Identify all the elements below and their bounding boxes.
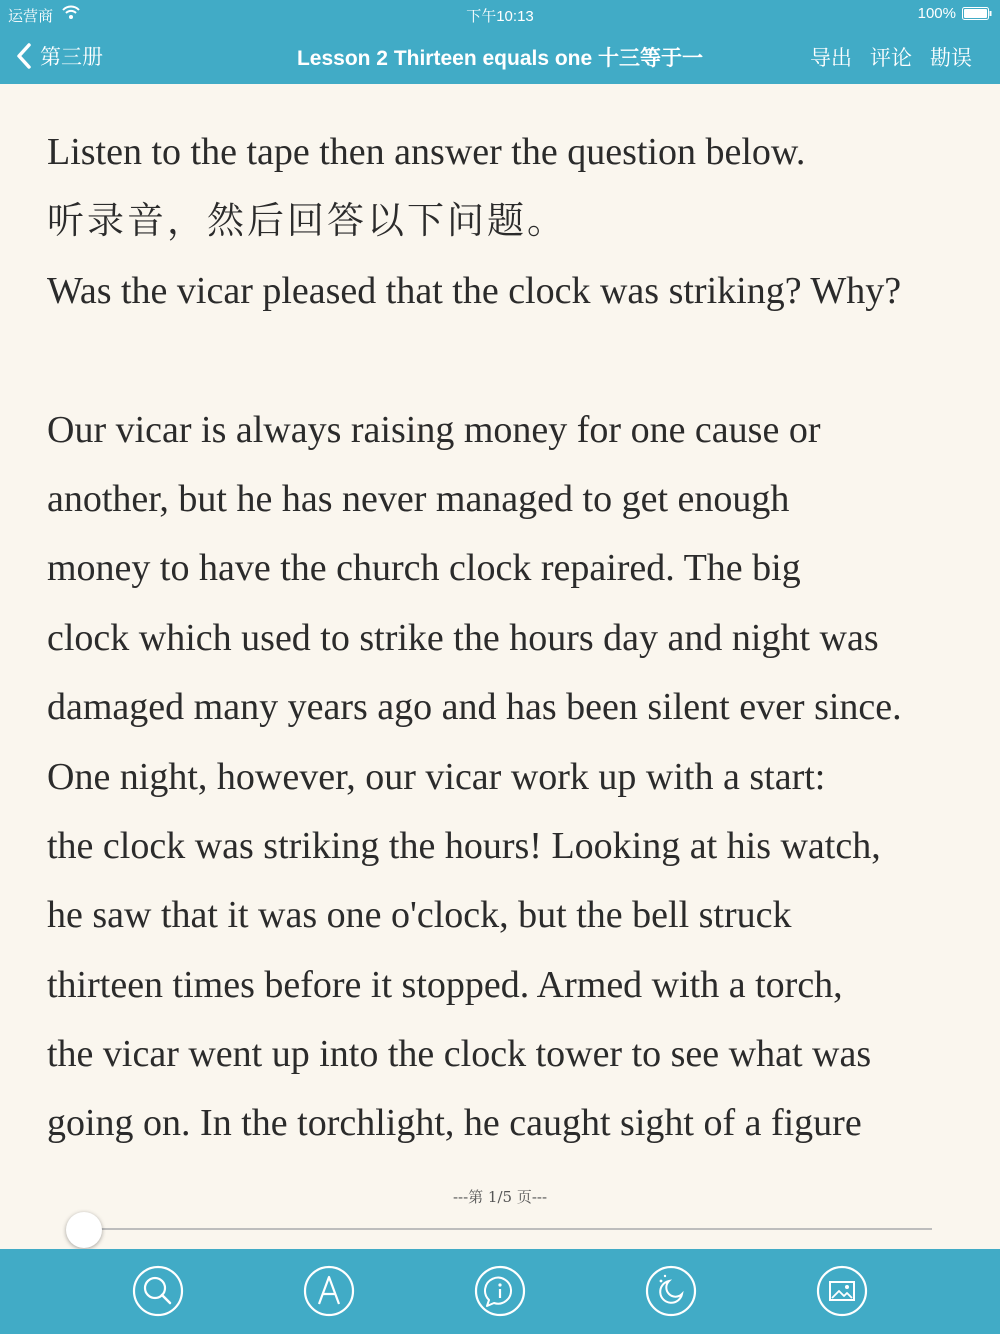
carrier-label: 运营商	[8, 8, 54, 25]
battery-percentage: 100%	[917, 5, 956, 22]
paragraph-line: Our vicar is always raising money for one cause or	[47, 408, 821, 451]
paragraph-line: another, but he has never managed to get enough	[47, 477, 790, 520]
question-text: Was the vicar pleased that the clock was striking? Why?	[47, 269, 902, 312]
battery-icon	[962, 7, 992, 20]
status-bar	[0, 0, 1000, 28]
night-mode-icon	[645, 1265, 697, 1317]
paragraph-line: money to have the church clock repaired. The big	[47, 547, 801, 590]
slider-track	[86, 1228, 932, 1230]
slider-thumb[interactable]	[66, 1212, 102, 1248]
navigation-bar	[0, 28, 1000, 84]
info-button[interactable]	[474, 1265, 526, 1317]
paragraph-line: he saw that it was one o'clock, but the bell struck	[47, 894, 792, 937]
errata-button[interactable]: 勘误	[930, 47, 972, 70]
paragraph-line: going on. In the torchlight, he caught sight of a figure	[47, 1102, 862, 1145]
instruction-chinese: 听录音，然后回答以下问题。	[47, 201, 567, 243]
status-time: 下午10:13	[466, 8, 534, 25]
paragraph-line: the vicar went up into the clock tower to see what was	[47, 1033, 872, 1076]
export-button[interactable]: 导出	[810, 47, 852, 70]
back-button[interactable]	[14, 40, 103, 72]
paragraph-line: thirteen times before it stopped. Armed with a torch,	[47, 963, 843, 1006]
paragraph-line: One night, however, our vicar work up with a start:	[47, 755, 826, 798]
bottom-toolbar	[0, 1249, 1000, 1334]
nav-actions	[810, 42, 972, 72]
night-mode-button[interactable]	[645, 1265, 697, 1317]
zoom-button[interactable]	[132, 1265, 184, 1317]
chevron-left-icon	[14, 42, 34, 70]
page-slider[interactable]	[70, 1212, 932, 1248]
image-icon	[816, 1265, 868, 1317]
image-button[interactable]	[816, 1265, 868, 1317]
lesson-text	[47, 118, 977, 1159]
instruction-english: Listen to the tape then answer the question below.	[47, 131, 806, 173]
paragraph-line: the clock was striking the hours! Looking at his watch,	[47, 824, 881, 867]
back-label: 第三册	[40, 46, 103, 69]
paragraph-line: damaged many years ago and has been silent ever since.	[47, 686, 902, 729]
paragraph-spacer	[47, 326, 977, 395]
zoom-icon	[132, 1265, 184, 1317]
font-button[interactable]	[303, 1265, 355, 1317]
font-icon	[303, 1265, 355, 1317]
paragraph-line: clock which used to strike the hours day and night was	[47, 616, 879, 659]
comment-button[interactable]: 评论	[870, 47, 912, 70]
page-indicator: ---第 1/5 页---	[452, 1188, 548, 1206]
lesson-title: Lesson 2 Thirteen equals one 十三等于一	[296, 47, 704, 70]
info-icon	[474, 1265, 526, 1317]
